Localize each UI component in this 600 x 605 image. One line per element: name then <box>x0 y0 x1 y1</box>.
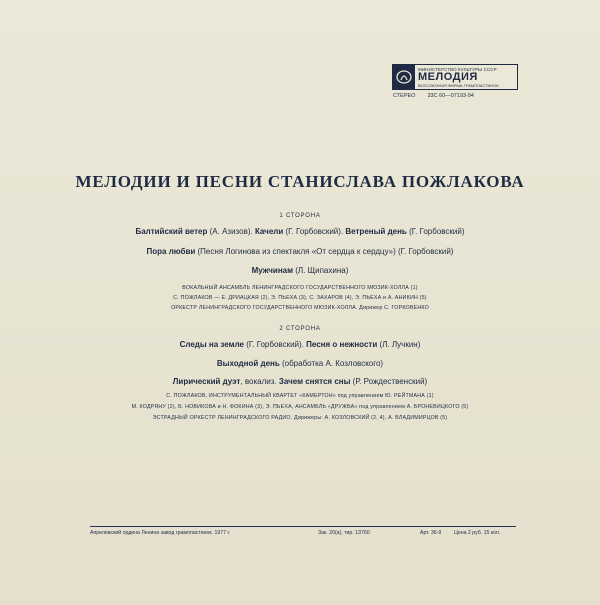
track-title: Зачем снятся сны <box>278 377 351 386</box>
melodiya-logo <box>392 64 518 90</box>
footer-rule <box>90 526 516 527</box>
track-title: Выходной день <box>216 359 280 368</box>
side2-track-line1 <box>0 340 600 349</box>
track-title: Качели <box>254 227 284 236</box>
side1-credit2: С. ПОЖЛАКОВ — Е. ДРИАЦКАЯ (2), Э. ПЬЕХА (3), С. ЗАХАРОВ (4), Э. ПЬЕХА и А. АНИКИН (5) <box>173 295 427 301</box>
side1-credit3: ОРКЕСТР ЛЕНИНГРАДСКОГО ГОСУДАРСТВЕННОГО МЮЗИК-ХОЛЛА. Дирижер С. ГОРКОВЕНКО <box>171 305 429 311</box>
side2-credit2: М. КОДРЯНУ (2), Б. НОВИКОВА и Н. ФОКИНА (3), Э. ПЬЕХА, АНСАМБЛЬ «ДРУЖБА» под управлением А. БРОНЕВИЦКОГО (5) <box>131 404 469 410</box>
catalog-number: 33С 60—07193-94 <box>427 93 474 99</box>
catalog-line <box>393 93 523 99</box>
track-author: (Л. Щипахина) <box>293 266 349 275</box>
track-author: , вокализ. <box>240 377 279 386</box>
logo-name: МЕЛОДИЯ <box>418 70 478 83</box>
side2-track-line2 <box>0 359 600 368</box>
track-title: Балтийский ветер <box>135 227 208 236</box>
side2-heading: 2 СТОРОНА <box>279 326 321 332</box>
track-title: Песня о нежности <box>306 340 378 349</box>
track-title: Пора любви <box>146 247 196 256</box>
track-title: Следы на земле <box>179 340 244 349</box>
track-author: (Песня Логинова из спектакля «От сердца к сердцу») (Г. Горбовский) <box>195 247 454 256</box>
track-title: Лирический дуэт <box>172 377 241 386</box>
logo-company: ВСЕСОЮЗНАЯ ФИРМА ГРАМПЛАСТИНОК <box>418 82 499 88</box>
footer-price: Цена 2 руб. 15 коп. <box>454 530 501 536</box>
track-author: (Г. Горбовский). <box>283 227 346 236</box>
side1-heading: 1 СТОРОНА <box>279 213 321 219</box>
footer-factory: Апрелевский ордена Ленина завод грампластинок. 1977 г. <box>90 530 231 536</box>
side1-credit1: ВОКАЛЬНЫЙ АНСАМБЛЬ ЛЕНИНГРАДСКОГО ГОСУДАРСТВЕННОГО МЮЗИК-ХОЛЛА (1) <box>182 285 418 291</box>
album-title: МЕЛОДИИ И ПЕСНИ СТАНИСЛАВА ПОЖЛАКОВА <box>75 172 525 191</box>
track-author: (Г. Горбовский) <box>406 227 465 236</box>
track-author: (Р. Рождественский) <box>350 377 428 386</box>
logo-ministry: МИНИСТЕРСТВО КУЛЬТУРЫ СССР <box>418 66 497 72</box>
track-author: (Л. Лучкин) <box>377 340 421 349</box>
logo-text <box>415 65 499 89</box>
track-author: (Г. Горбовский). <box>244 340 307 349</box>
track-title: Мужчинам <box>251 266 294 275</box>
track-title: Ветреный день <box>345 227 407 236</box>
side1-track-line3 <box>0 266 600 275</box>
side2-credit1: С. ПОЖЛАКОВ, ИНСТРУМЕНТАЛЬНЫЙ КВАРТЕТ «КАМЕРТОН» под управлением Ю. РЕЙТМАНА (1) <box>166 393 434 399</box>
stereo-label: СТЕРЕО <box>393 93 416 99</box>
side1-track-line1 <box>0 227 600 236</box>
track-author: (обработка А. Козловского) <box>279 359 384 368</box>
footer-order: Зак. 20(а), тир. 13760 <box>318 530 370 536</box>
side2-track-line3 <box>0 377 600 386</box>
track-author: (А. Азизов). <box>207 227 255 236</box>
melodiya-emblem-icon <box>393 65 415 89</box>
footer-art: Арт. 36-9 <box>420 530 442 536</box>
side2-credit3: ЭСТРАДНЫЙ ОРКЕСТР ЛЕНИНГРАДСКОГО РАДИО. Дирижеры: А. КОЗЛОВСКИЙ (2, 4), А. ВЛАДИМИРЦОВ (5) <box>152 415 448 421</box>
side1-track-line2 <box>0 247 600 256</box>
